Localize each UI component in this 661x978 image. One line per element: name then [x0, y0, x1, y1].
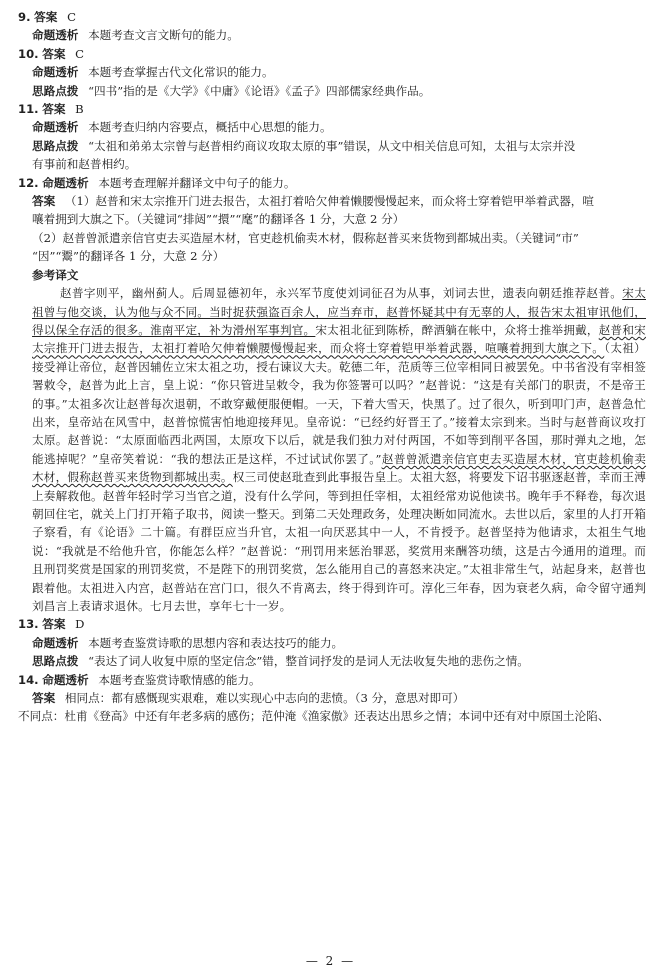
q12-analysis-line: [18, 174, 646, 192]
hint-text: “太祖和弟弟太宗曾与赵普相约商议攻取太原的事”错误，从文中相关信息可知，太祖与太宗并没: [88, 138, 576, 153]
translation-text: 求，太祖生气地说：“我就是不给他升官，你能怎么样？”赵普说：“刑罚用来惩治罪恶，奖赏用来酬答功绩，这是: [32, 525, 646, 558]
wavy-underlined-sentence: 赵普曾派遣亲信官吏去买造屋木材，官吏趁机偷卖木材，假称赵普买: [32, 451, 647, 485]
q13-analysis-line: [18, 634, 646, 652]
q11-analysis-line: [18, 118, 646, 136]
q9-analysis-line: [18, 26, 646, 44]
translation-text: 便帽。一天，下着大雪天，快黑了。过了很久，听到叩门声，赵普急忙出来，皇帝站在风雪中，赵普惊慌害怕地: [32, 396, 647, 429]
question-number: 13.: [18, 617, 39, 632]
answer-tag: 答案: [32, 691, 56, 706]
analysis-tag: 命题透析: [32, 635, 79, 650]
q14-analysis-line: [18, 671, 646, 689]
q13-answer-line: [18, 615, 646, 633]
wavy-underlined-sentence: 着拥到大旗之下。: [508, 341, 605, 356]
q9-answer-line: [18, 8, 646, 26]
answer-value: B: [75, 102, 84, 117]
analysis-tag: 命题透析: [32, 28, 79, 43]
q10-answer-line: [18, 45, 646, 63]
question-number: 11.: [18, 102, 39, 117]
q14-answer-line-1: [18, 689, 646, 707]
q11-hint-line-2: 有事前和赵普相约。: [32, 157, 137, 172]
translation-text: 赵普字则平，幽州蓟人。后周显德初年，永兴军节度使刘词征召为从事，刘词去世，遗表向朝廷推荐赵普。: [60, 286, 623, 301]
answer-text: 相同点：都有感慨现实艰难，难以实现心中志向的悲愤。（3 分，意思对即可）: [64, 691, 465, 706]
translation-text: （太祖）接受禅让帝位，赵普因辅佐立宋太祖之功，授右谏议大夫。乾德二年，范质等三位宰: [32, 341, 646, 374]
q11-answer-line: [18, 100, 646, 118]
underlined-sentence: 宋太祖曾与他交谈，认为他与众不同。当时捉获强盗百余人，应当弃市，赵普怀疑其中有无辜的人，报告宋太祖审: [32, 286, 646, 319]
q12-answer-line-1: [18, 192, 646, 210]
hint-text: “四书”指的是《大学》《中庸》《论语》《孟子》四部儒家经典作品。: [88, 83, 431, 98]
translation-text: 赵普说：“这是有关部门的职责，不是帝王的事。”太祖多次让赵普每次退朝，不敢穿戴便服: [32, 378, 646, 411]
hint-text: “表达了词人收复中原的坚定信念”错，整首词抒发的是词人无法收复失地的悲伤之情。: [88, 654, 529, 669]
question-number: 10.: [18, 46, 39, 61]
reference-tag: 参考译文: [32, 267, 79, 282]
translation-text: 救他。赵普年轻时学习当官之道，没有什么学问，等到担任宰相，太祖经常劝说他读书。晚年手不释卷，每次: [67, 488, 635, 503]
answer-tag: 答案: [42, 46, 66, 61]
translation-text: 相同日被罢免。中书省没有宰相签署敕令，赵普为此上言，皇上说：“你只管进呈敕令，我为你签署可以吗？”: [32, 359, 646, 393]
answer-value: C: [67, 10, 76, 24]
translation-text: 举拥戴，: [551, 322, 599, 337]
translation-text: 宋太祖北征到陈桥，醉酒躺在帐中，众将士推: [315, 322, 552, 337]
question-number: 9.: [18, 10, 31, 24]
answer-tag: 答案: [34, 10, 58, 24]
analysis-text: 本题考查归纳内容要点，概括中心思想的能力。: [88, 120, 332, 135]
answer-tag: 答案: [32, 194, 56, 209]
answer-tag: 答案: [42, 102, 66, 117]
analysis-tag: 命题透析: [42, 175, 89, 190]
q13-hint-line: [18, 652, 646, 670]
analysis-text: 本题考查鉴赏诗歌情感的能力。: [98, 672, 261, 687]
answer-tag: 答案: [42, 617, 66, 632]
wavy-underlined-sentence: 赵普和宋太宗推开门进去报告，太祖打着哈欠伸着懒腰慢慢起来，而众将士穿着铠甲举着武器，喧嚷: [32, 322, 646, 356]
hint-tag: 思路点拨: [32, 654, 79, 669]
question-number: 14.: [18, 672, 39, 687]
translation-text: 三年春，因为衰老久病，命令留守通判刘昌言上表请求退休。七月去世，享年七十一岁。: [32, 580, 646, 613]
answer-text: （1）赵普和宋太宗推开门进去报告，太祖打着哈欠伸着懒腰慢慢起来，而众将士穿着铠甲举着武器，喧: [64, 194, 594, 209]
underlined-sentence: 讯他们，得以保全存活的很多。淮南平定，补为滑州军事判官。: [32, 304, 646, 337]
translation-text: 退朝回住宅，就关上门打开箱子取书，阅读一整天。到第二天处理政务，处理决断如同流水。去世以后，家里的: [32, 488, 646, 521]
translation-text: 人打开箱子察看，有《论语》二十篇。有群臣应当升官，太祖一向厌恶其中一人，不肯授予。赵普坚持为他请: [32, 506, 646, 540]
analysis-text: 本题考查文言文断句的能力。: [88, 28, 239, 43]
analysis-text: 本题考查理解并翻译文中句子的能力。: [98, 175, 296, 190]
analysis-tag: 命题透析: [32, 120, 79, 135]
translation-text: 两国，太原攻下以后，就是我们独力对付两国，不如等到削平各国，那时弹丸之地，怎能逃掉呢？”皇帝笑着说：: [32, 433, 646, 466]
wavy-underlined-sentence: 来货物到都城出卖。: [126, 470, 233, 485]
translation-text: 迎接拜见。皇帝说：“已经约好晋王了。”接着太宗到来。当时与赵普商议攻打太原。赵普说：“太原面临西北: [32, 414, 646, 448]
q10-analysis-line: [18, 63, 646, 81]
answer-value: C: [75, 46, 84, 61]
hint-tag: 思路点拨: [32, 83, 79, 98]
question-number: 12.: [18, 175, 39, 190]
answer-value: D: [75, 617, 85, 632]
translation-text: 祖非常生气，站起身来，赵普也跟着他。太祖进入内宫，赵普站在宫门口，很久不肯离去，终于得到许可。淳化: [32, 562, 646, 595]
page-number: [0, 952, 661, 970]
analysis-text: 本题考查鉴赏诗歌的思想内容和表达技巧的能力。: [88, 635, 344, 650]
q10-hint-line: [18, 82, 646, 100]
q12-answer-line-2: 嚷着拥到大旗之下。（关键词“排闼”“擐”“麾”的翻译各 1 分，大意 2 分）: [32, 212, 405, 227]
q14-answer-line-2: 不同点：杜甫《登高》中还有年老多病的感伤；范仲淹《渔家傲》还表达出思乡之情；本词中还有对中原国土沦陷、: [18, 709, 610, 724]
reference-translation: [18, 284, 646, 615]
q12-reference-heading: [18, 266, 646, 284]
page-number-text: — 2 —: [305, 954, 356, 968]
analysis-tag: 命题透析: [42, 672, 89, 687]
answer-page: [18, 8, 646, 726]
q12-answer-line-4: “因”“鬻”的翻译各 1 分，大意 2 分）: [32, 249, 225, 264]
hint-tag: 思路点拨: [32, 138, 79, 153]
q11-hint-line: [18, 137, 646, 155]
analysis-text: 本题考查掌握古代文化常识的能力。: [88, 65, 274, 80]
translation-text: 古今通用的道理。而且刑罚奖赏是国家的刑罚奖赏，不是陛下的刑罚奖赏，怎么能用自己的喜怒来决定。”太: [32, 543, 646, 577]
translation-text: 权三司使赵玭查到此事报告皇上。太祖大怒，将要发下诏书驱逐赵普，幸而王溥上奏解: [32, 470, 646, 503]
q12-answer-line-3: （2）赵普曾派遣亲信官吏去买造屋木材，官吏趁机偷卖木材，假称赵普买来货物到都城出卖。（关键词“市”: [32, 230, 579, 245]
translation-text: “我的想法正是这样，不过试试你罢了。”: [170, 451, 382, 466]
analysis-tag: 命题透析: [32, 65, 79, 80]
